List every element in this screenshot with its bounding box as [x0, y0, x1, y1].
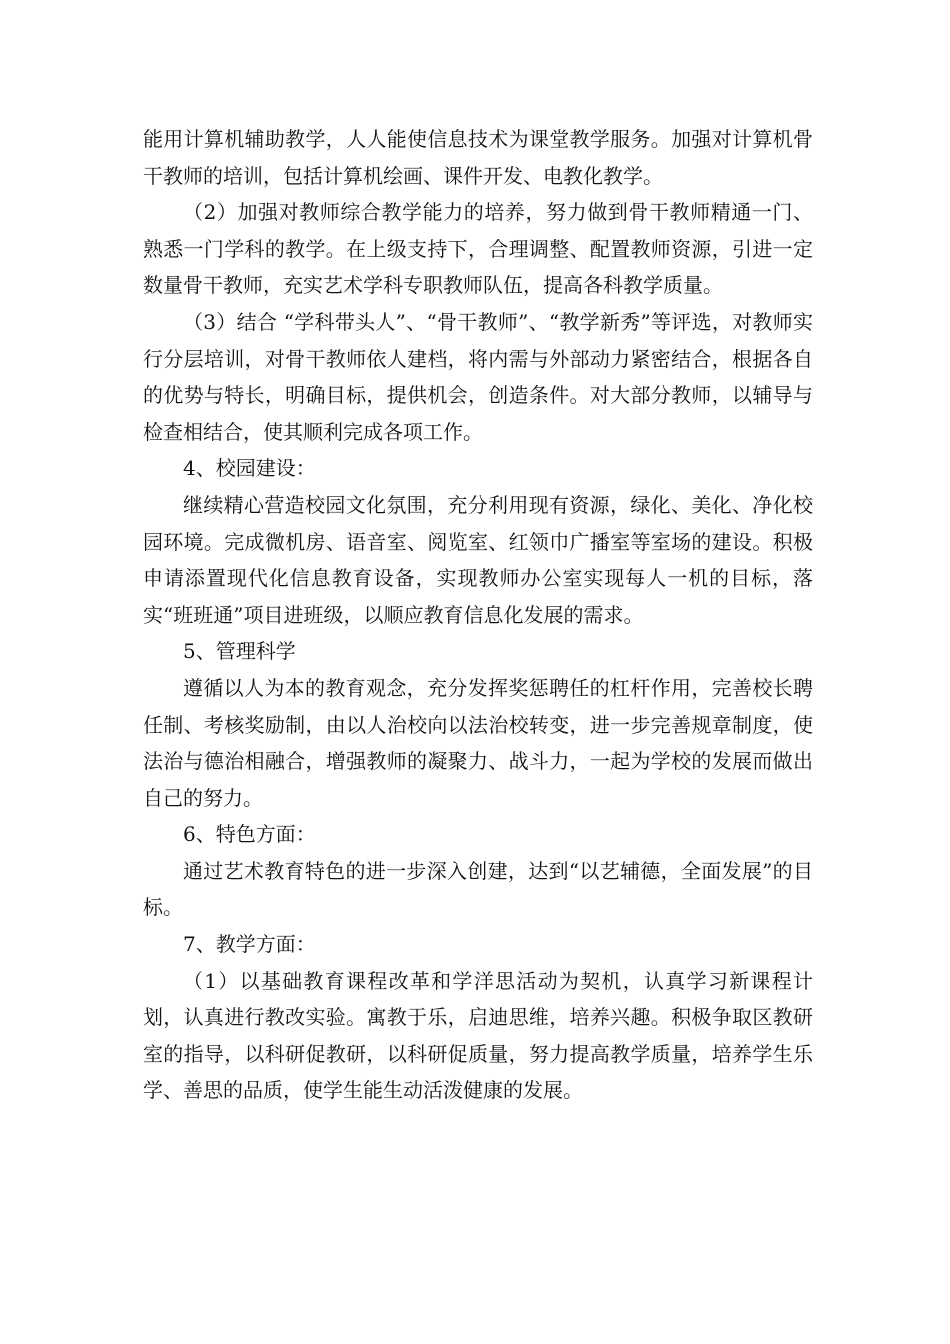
paragraph-teaching-ability: （2）加强对教师综合教学能力的培养，努力做到骨干教师精通一门、熟悉一门学科的教学。在上级支持下，合理调整、配置教师资源，引进一定数量骨干教师，充实艺术学科专职教师队伍，提高各科教学质量。	[143, 200, 813, 298]
heading-special-features: 6、特色方面：	[183, 822, 316, 847]
paragraph-campus-construction: 继续精心营造校园文化氛围，充分利用现有资源，绿化、美化、净化校园环境。完成微机房、语音室、阅览室、红领巾广播室等室场的建设。积极申请添置现代化信息教育设备，实现教师办公室实现每人一机的目标，落实“班班通”项目进班级，以顺应教育信息化发展的需求。	[143, 492, 813, 627]
paragraph-tiered-training: （3）结合 “学科带头人”、“骨干教师”、“教学新秀”等评选，对教师实行分层培训，对骨干教师依人建档，将内需与外部动力紧密结合，根据各自的优势与特长，明确目标，提供机会，创造条件。对大部分教师，以辅导与检查相结合，使其顺利完成各项工作。	[143, 309, 813, 444]
heading-scientific-management: 5、管理科学	[183, 639, 296, 664]
heading-campus-construction: 4、校园建设：	[183, 456, 316, 481]
document-body	[143, 121, 813, 1109]
paragraph-teaching: （1）以基础教育课程改革和学洋思活动为契机，认真学习新课程计划，认真进行教改实验。寓教于乐，启迪思维，培养兴趣。积极争取区教研室的指导，以科研促教研，以科研促质量，努力提高教学质量，培养学生乐学、善思的品质，使学生能生动活泼健康的发展。	[143, 968, 813, 1103]
paragraph-special-features: 通过艺术教育特色的进一步深入创建，达到“以艺辅德，全面发展”的目标。	[143, 858, 813, 920]
paragraph-scientific-management: 遵循以人为本的教育观念，充分发挥奖惩聘任的杠杆作用，完善校长聘任制、考核奖励制，由以人治校向以法治校转变，进一步完善规章制度，使法治与德治相融合，增强教师的凝聚力、战斗力，一起为学校的发展而做出自己的努力。	[143, 675, 813, 810]
heading-teaching: 7、教学方面：	[183, 932, 316, 957]
paragraph-computer-training: 能用计算机辅助教学，人人能使信息技术为课堂教学服务。加强对计算机骨干教师的培训，包括计算机绘画、课件开发、电教化教学。	[143, 127, 813, 188]
